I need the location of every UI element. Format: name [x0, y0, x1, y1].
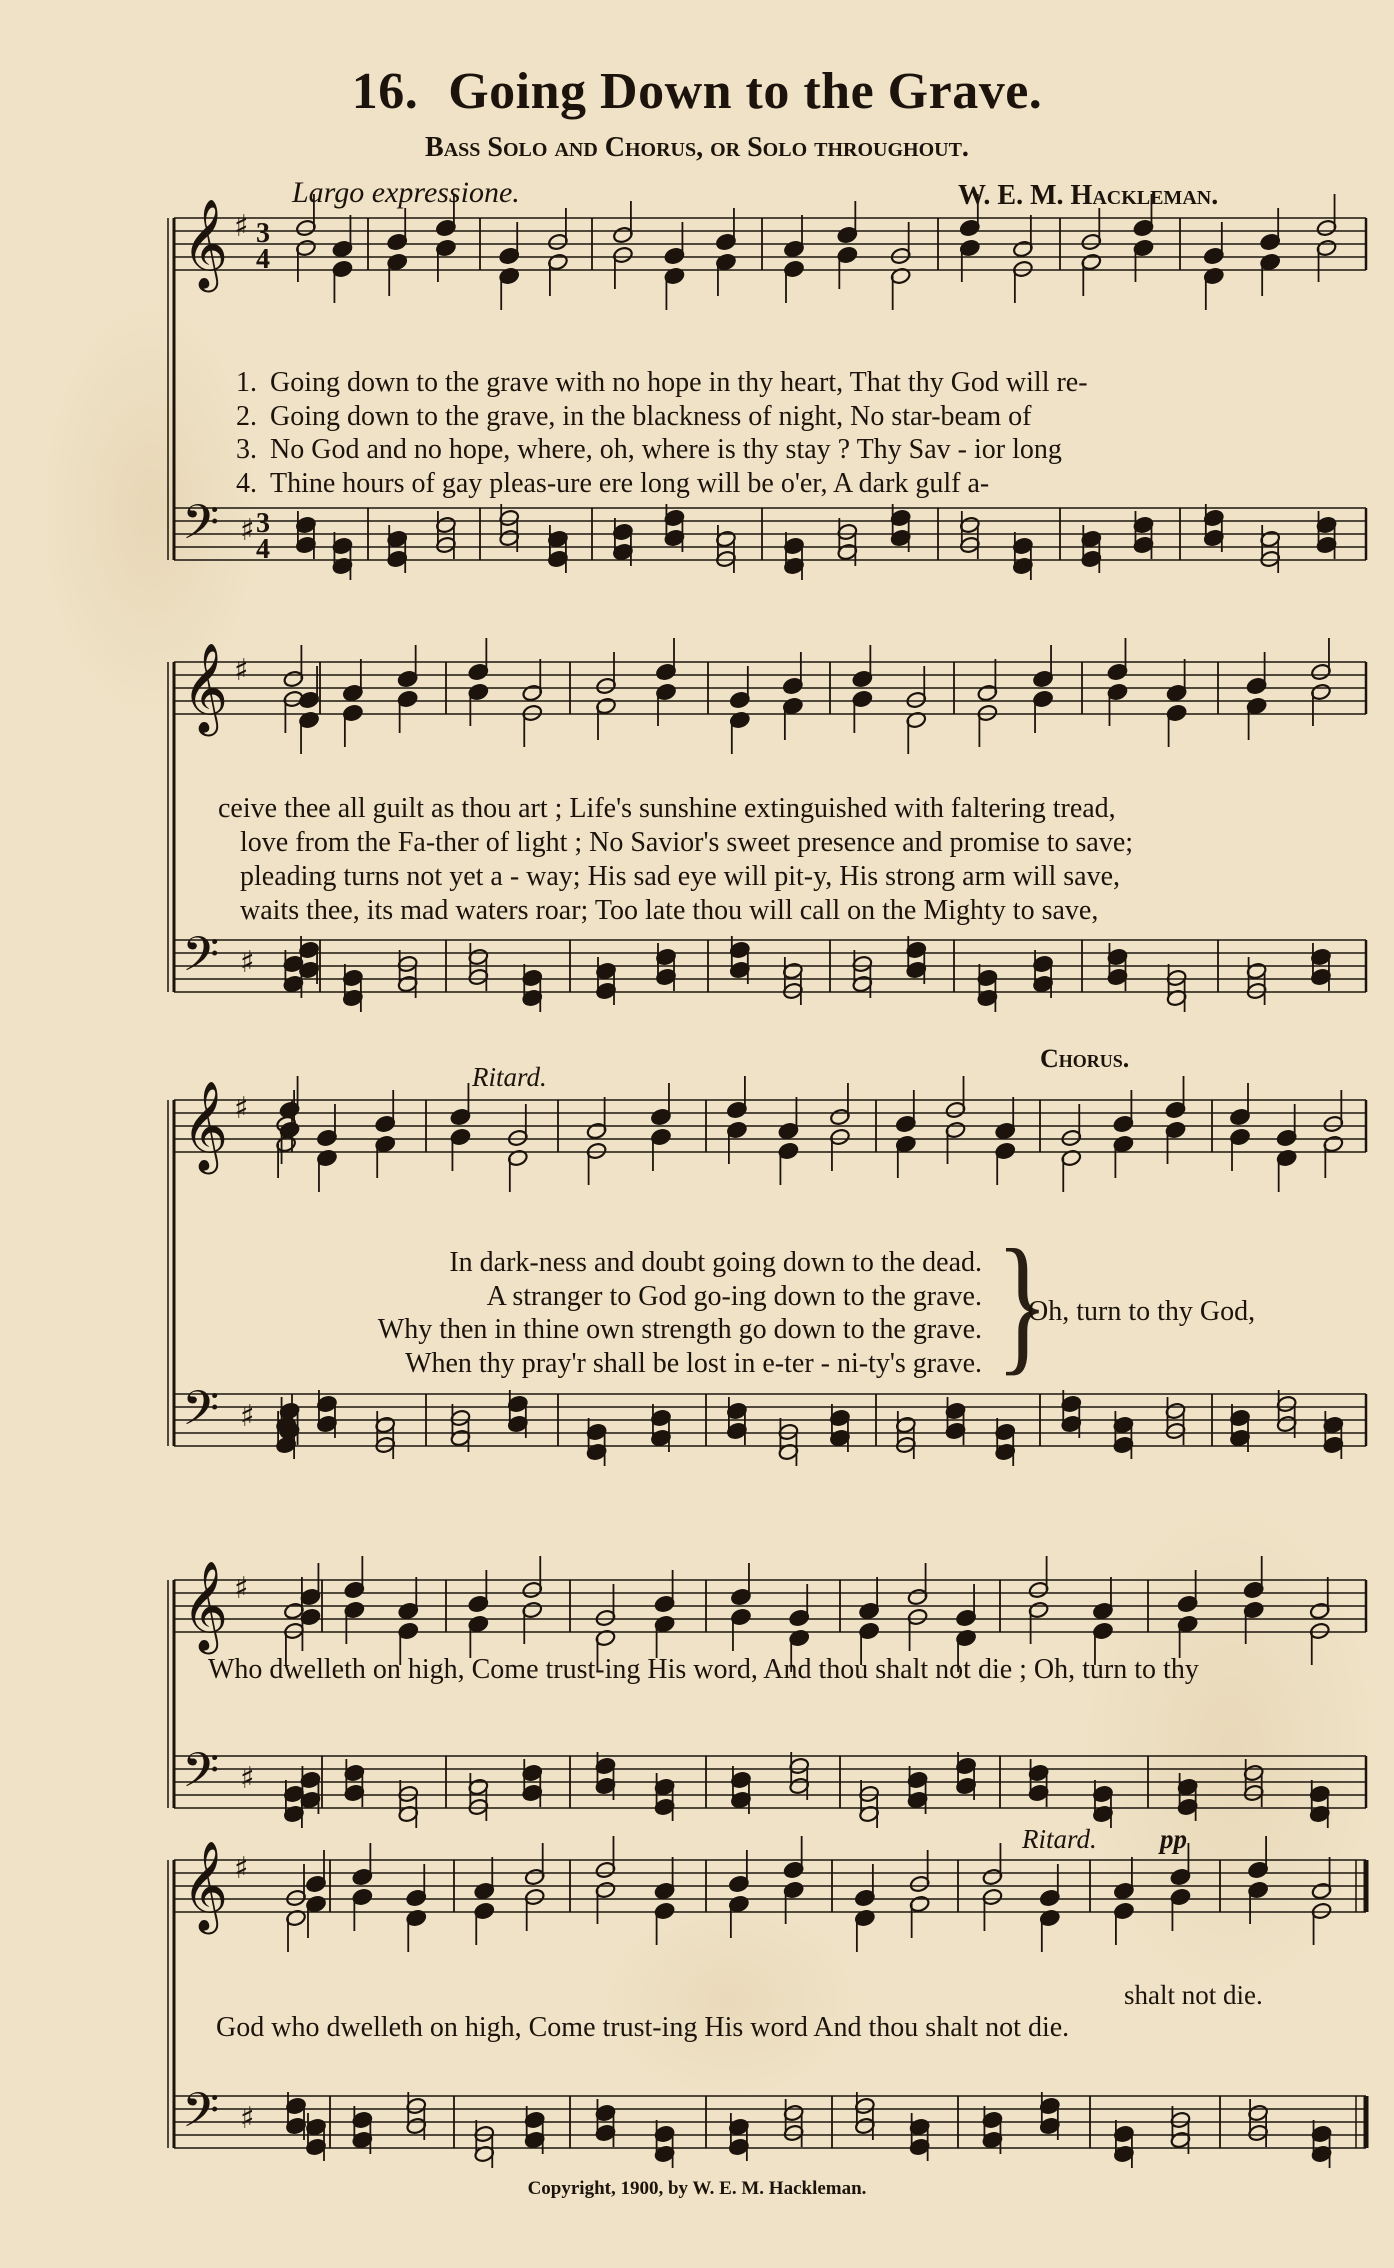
verse-line: 1. Going down to the grave with no hope in thy heart, That thy God will re- [236, 367, 1088, 398]
hymn-number: 16. [351, 63, 419, 120]
sharp-icon: ♯ [234, 1571, 249, 1606]
verse-line: 3. No God and no hope, where, oh, where is thy stay ? Thy Sav - ior long [236, 434, 1062, 465]
ritard-marking-2: Ritard. [1022, 1824, 1097, 1854]
verse-line: A stranger to God go-ing down to the grave. [486, 1280, 982, 1312]
verse-line: waits thee, its mad waters roar; Too late thou will call on the Mighty to save, [240, 895, 1099, 926]
verse-brace: } [996, 1217, 1049, 1389]
verse-line: In dark-ness and doubt going down to the dead. [449, 1247, 982, 1278]
alto-ending-text: shalt not die. [1124, 1980, 1263, 2010]
sharp-icon: ♯ [234, 1851, 249, 1886]
dynamic-marking: pp [1160, 1824, 1187, 1854]
verse-line: ceive thee all guilt as thou art ; Life's sunshine extinguished with faltering tread, [218, 793, 1116, 824]
chorus-line-2: God who dwelleth on high, Come trust-ing His word And thou shalt not die. [216, 2012, 1070, 2043]
hymn-title-text: Going Down to the Grave. [448, 63, 1043, 120]
hymn-subtitle: Bass Solo and Chorus, or Solo throughout. [425, 132, 969, 163]
treble-clef-icon: 𝄞 [182, 1841, 229, 1931]
treble-clef-icon: 𝄞 [182, 199, 229, 289]
verse-line: pleading turns not yet a - way; His sad eye will pit-y, His strong arm will save, [240, 861, 1121, 892]
bass-clef-icon: 𝄢 [182, 2082, 220, 2150]
bass-clef-icon: 𝄢 [182, 926, 220, 994]
verse-line: When thy pray'r shall be lost in e-ter - ni-ty's grave. [405, 1347, 982, 1379]
time-signature-bottom: 4 [256, 534, 270, 565]
sharp-icon: ♯ [234, 1091, 249, 1126]
sharp-icon: ♯ [234, 653, 249, 688]
bass-clef-icon: 𝄢 [182, 494, 220, 562]
bass-clef-icon: 𝄢 [182, 1742, 220, 1810]
composer-credit: W. E. M. Hackleman. [958, 180, 1219, 211]
bass-clef-icon: 𝄢 [182, 1380, 220, 1448]
verse-line: 4. Thine hours of gay pleas-ure ere long will be o'er, A dark gulf a- [236, 467, 990, 499]
sharp-icon: ♯ [240, 513, 255, 548]
sharp-icon: ♯ [234, 209, 249, 244]
verse-block-1 [236, 366, 1088, 500]
sharp-icon: ♯ [240, 2101, 255, 2136]
verse-line: love from the Fa-ther of light ; No Savior's sweet presence and promise to save; [240, 827, 1134, 858]
verse-line: 2. Going down to the grave, in the blackness of night, No star-beam of [236, 400, 1032, 432]
copyright-notice: Copyright, 1900, by W. E. M. Hackleman. [527, 2178, 867, 2199]
time-signature-top: 3 [256, 218, 270, 249]
ritard-marking: Ritard. [472, 1062, 547, 1092]
sharp-icon: ♯ [240, 1761, 255, 1796]
verse-block-2 [218, 792, 1133, 928]
verse-block-3 [270, 1246, 982, 1380]
time-signature-bottom: 4 [256, 244, 270, 275]
tempo-marking: Largo expressione. [292, 176, 520, 209]
chorus-refrain-text: Oh, turn to thy God, [1028, 1296, 1256, 1327]
treble-clef-icon: 𝄞 [182, 1081, 229, 1171]
treble-clef-icon: 𝄞 [182, 643, 229, 733]
sharp-icon: ♯ [240, 945, 255, 980]
verse-line: Why then in thine own strength go down to the grave. [377, 1314, 982, 1345]
chorus-label: Chorus. [1040, 1044, 1130, 1073]
time-signature-top: 3 [256, 508, 270, 539]
chorus-line-1: Who dwelleth on high, Come trust-ing His word, And thou shalt not die ; Oh, turn to thy [208, 1654, 1199, 1685]
treble-clef-icon: 𝄞 [182, 1561, 229, 1651]
sharp-icon: ♯ [240, 1399, 255, 1434]
